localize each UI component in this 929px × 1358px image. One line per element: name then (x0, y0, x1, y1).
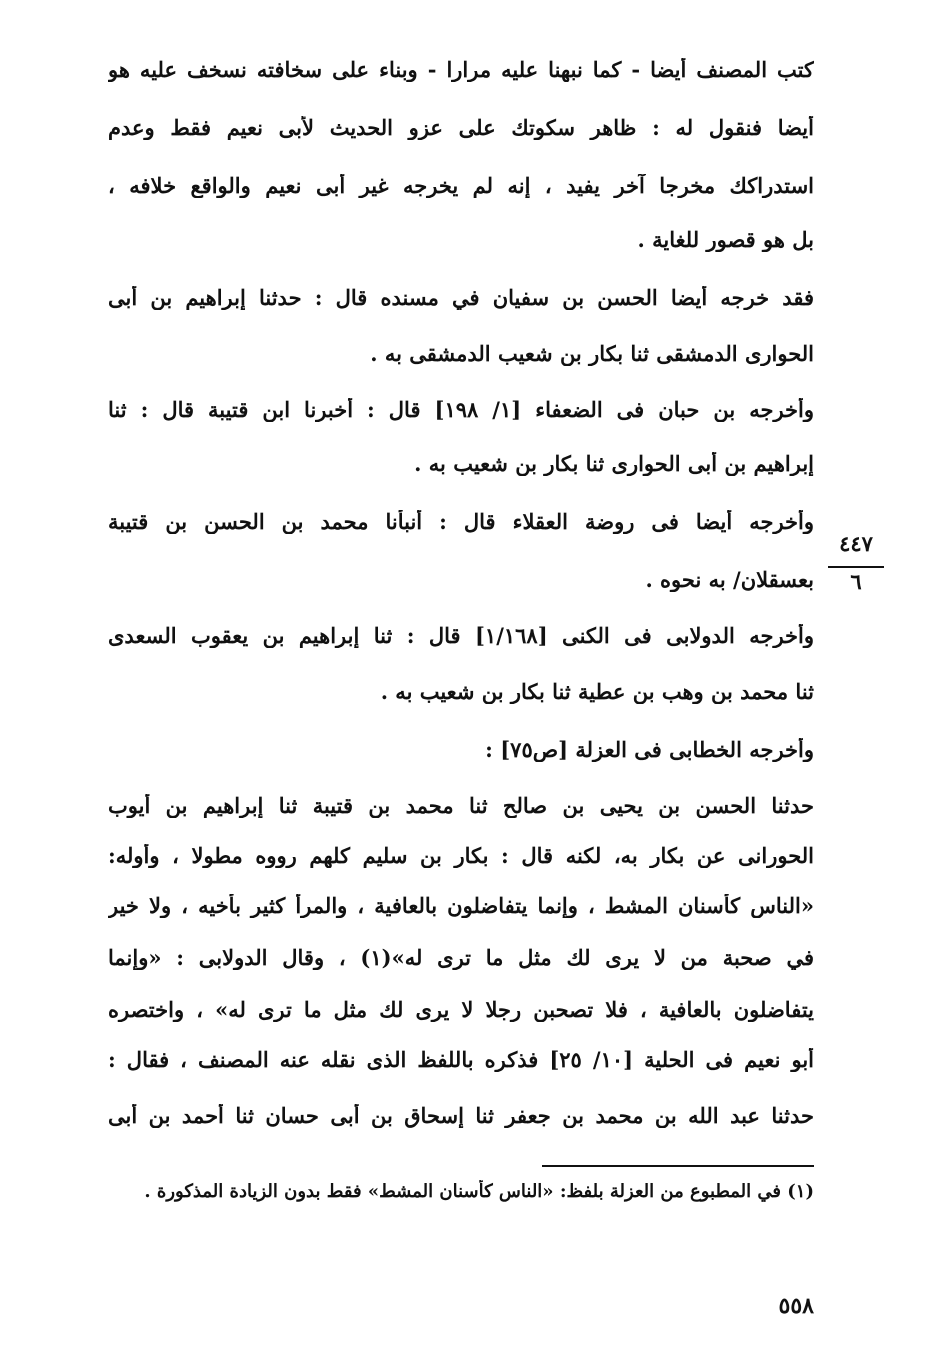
text-line-17: في صحبة من لا يرى لك مثل ما ترى له»(١) ، وقال الدولابى : «وإنما (108, 946, 814, 970)
text-line-16: «الناس كأسنان المشط ، وإنما يتفاضلون بالعافية ، والمرأ كثير بأخيه ، ولا خير (108, 894, 814, 918)
footnote-separator (542, 1165, 814, 1167)
margin-page-reference (828, 532, 884, 594)
margin-reference-rule (828, 566, 884, 568)
text-line-20: حدثنا عبد الله بن محمد بن جعفر ثنا إسحاق بن أبى حسان ثنا أحمد بن أبى (108, 1104, 814, 1128)
text-line-5: فقد خرجه أيضا الحسن بن سفيان في مسنده قال : حدثنا إبراهيم بن أبى (108, 286, 814, 310)
footnote-1: (١) في المطبوع من العزلة بلفظ: «الناس كأسنان المشط» فقط بدون الزيادة المذكورة . (144, 1181, 814, 1202)
text-line-6: الحوارى الدمشقى ثنا بكار بن شعيب الدمشقى به . (370, 342, 814, 366)
text-line-1: كتب المصنف أيضا - كما نبهنا عليه مرارا - وبناء على سخافته نسخف عليه هو (108, 58, 814, 82)
text-line-4: بل هو قصور للغاية . (637, 228, 814, 252)
text-line-15: الحورانى عن بكار به، لكنه قال : بكار بن سليم كلهم رووه مطولا ، وأوله: (108, 844, 814, 868)
page-number: ٥٥٨ (778, 1293, 814, 1319)
text-line-11: وأخرجه الدولابى فى الكنى [١/١٦٨] قال : ثنا إبراهيم بن يعقوب السعدى (108, 624, 814, 648)
text-line-13: وأخرجه الخطابى فى العزلة [ص٧٥] : (485, 738, 814, 762)
margin-reference-page: ٦ (850, 569, 862, 594)
text-line-2: أيضا فنقول له : ظاهر سكوتك على عزو الحديث لأبى نعيم فقط وعدم (108, 116, 814, 140)
text-line-7: وأخرجه بن حبان فى الضعفاء [١/ ١٩٨] قال : أخبرنا ابن قتيبة قال : ثنا (108, 398, 814, 422)
margin-reference-volume: ٤٤٧ (839, 531, 873, 556)
text-line-14: حدثنا الحسن بن يحيى بن صالح ثنا محمد بن قتيبة ثنا إبراهيم بن أيوب (108, 794, 814, 818)
text-line-18: يتفاضلون بالعافية ، فلا تصحبن رجلا لا يرى لك مثل ما ترى له» ، واختصره (108, 998, 814, 1022)
text-line-8: إبراهيم بن أبى الحوارى ثنا بكار بن شعيب به . (414, 452, 814, 476)
text-line-19: أبو نعيم فى الحلية [١٠/ ٢٥] فذكره باللفظ الذى نقله عنه المصنف ، فقال : (108, 1048, 814, 1072)
text-line-3: استدراكك مخرجا آخر يفيد ، إنه لم يخرجه غير أبى نعيم والواقع خلافه ، (108, 174, 814, 198)
text-line-10: بعسقلان/ به نحوه . (645, 568, 814, 592)
text-line-9: وأخرجه أيضا فى روضة العقلاء قال : أنبأنا محمد بن الحسن بن قتيبة (108, 510, 814, 534)
text-line-12: ثنا محمد بن وهب بن عطية ثنا بكار بن شعيب به . (380, 680, 814, 704)
